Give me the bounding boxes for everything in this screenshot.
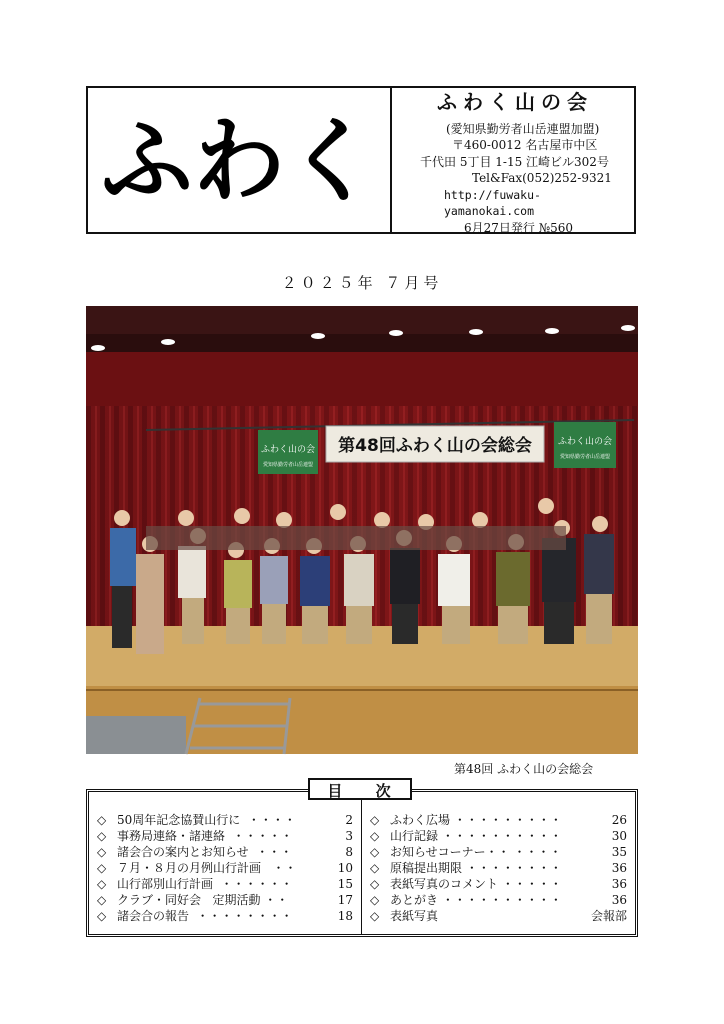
logo-calligraphy bbox=[100, 105, 378, 215]
toc-item[interactable]: ◇ 山行部別山行計画 ・・・・・・ 15 bbox=[97, 877, 353, 891]
toc-item[interactable]: ◇ 表紙写真 会報部 bbox=[370, 909, 627, 923]
federation: (愛知県勤労者山岳連盟加盟) bbox=[446, 121, 600, 136]
toc-item[interactable]: ◇ 山行記録 ・・・・・・・・・・ 30 bbox=[370, 829, 627, 843]
street-address: 千代田 5丁目 1-15 江崎ビル302号 bbox=[420, 154, 609, 169]
toc-item[interactable]: ◇ お知らせコーナー・・ ・・・・ 35 bbox=[370, 845, 627, 859]
logo-text: ふわく bbox=[100, 108, 378, 215]
publisher-info bbox=[392, 88, 634, 235]
toc-item[interactable]: ◇ ふわく広場 ・・・・・・・・・ 26 bbox=[370, 813, 627, 827]
svg-text:第48回ふわく山の会総会: 第48回ふわく山の会総会 bbox=[338, 436, 532, 456]
photo-caption: 第48回 ふわく山の会総会 bbox=[454, 762, 594, 776]
toc-title: 目 次 bbox=[308, 778, 412, 800]
toc-item[interactable]: ◇ 諸会合の報告 ・・・・・・・・ 18 bbox=[97, 909, 353, 923]
cover-photo bbox=[86, 306, 638, 754]
toc-item[interactable]: ◇ 事務局連絡・諸連絡 ・・・・・ 3 bbox=[97, 829, 353, 843]
table-of-contents bbox=[86, 789, 638, 937]
toc-item[interactable]: ◇ クラブ・同好会 定期活動 ・・ 17 bbox=[97, 893, 353, 907]
postal-address: 〒460-0012 名古屋市中区 bbox=[452, 138, 598, 152]
issue-title: ２０２５年 ７月号 bbox=[281, 274, 443, 292]
toc-left-column bbox=[89, 792, 362, 934]
logo bbox=[88, 88, 392, 232]
tel-fax: Tel&Fax(052)252-9321 bbox=[472, 171, 612, 185]
masthead bbox=[86, 86, 636, 234]
toc-item[interactable]: ◇ 表紙写真のコメント ・・・・・ 36 bbox=[370, 877, 627, 891]
toc-item[interactable]: ◇ 諸会合の案内とお知らせ ・・・ 8 bbox=[97, 845, 353, 859]
svg-text:愛知県勤労者山岳連盟: 愛知県勤労者山岳連盟 bbox=[262, 462, 314, 468]
toc-item[interactable]: ◇ あとがき ・・・・・・・・・・ 36 bbox=[370, 893, 627, 907]
website-url[interactable]: http://fuwaku-yamanokai.com bbox=[444, 187, 541, 218]
flag-left bbox=[258, 430, 318, 474]
org-name: ふわく山の会 bbox=[437, 90, 593, 114]
issue-date: 6月27日発行 №560 bbox=[464, 220, 573, 235]
toc-item[interactable]: ◇ ７月・８月の月例山行計画 ・・ 10 bbox=[97, 861, 353, 875]
toc-item[interactable]: ◇ 原稿提出期限 ・・・・・・・・ 36 bbox=[370, 861, 627, 875]
flag-right bbox=[554, 422, 616, 468]
banner bbox=[326, 426, 544, 462]
svg-text:ふわく山の会: ふわく山の会 bbox=[260, 445, 316, 455]
svg-text:愛知県勤労者山岳連盟: 愛知県勤労者山岳連盟 bbox=[559, 454, 611, 460]
toc-item[interactable]: ◇ 50周年記念協賛山行に ・・・・ 2 bbox=[97, 813, 353, 827]
group-photo bbox=[86, 306, 638, 754]
svg-text:ふわく山の会: ふわく山の会 bbox=[557, 437, 613, 447]
toc-right-column bbox=[362, 792, 635, 934]
